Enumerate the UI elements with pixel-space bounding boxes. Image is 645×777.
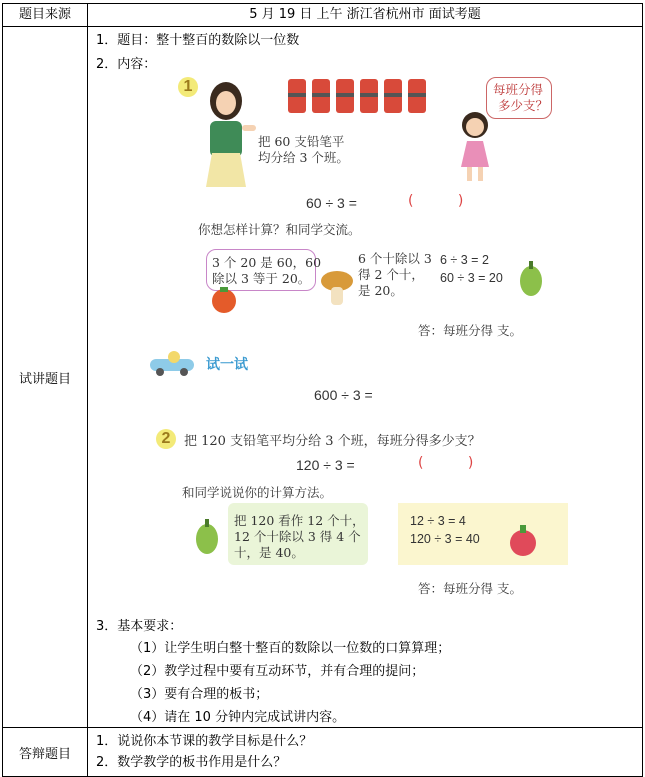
method-2-line-2: 得 2 个十， — [358, 267, 424, 282]
lecture-row — [3, 27, 643, 728]
try-it-title: 试一试 — [206, 357, 248, 373]
pepper-character-icon-2 — [192, 517, 222, 557]
answer-1: 答：每班分得 支。 — [418, 323, 522, 338]
girl-illustration — [453, 107, 498, 187]
lecture-content-area — [88, 27, 642, 727]
tomato-character-icon — [206, 285, 242, 315]
prompt-discuss: 你想怎样计算？和同学交流。 — [198, 222, 361, 237]
equation-120-div-3: 120 ÷ 3 = — [296, 457, 355, 473]
equation-600-div-3: 600 ÷ 3 = — [314, 387, 373, 403]
example-1-number: 1 — [178, 77, 198, 97]
method-1-line-2: 除以 3 等于 20。 — [212, 271, 311, 286]
equation-1-answer-blank: ( ) — [408, 193, 484, 209]
method-4-line-3: 十，是 40。 — [234, 545, 304, 560]
header-source-label: 题目来源 — [3, 4, 88, 27]
method-1-line-1: 3 个 20 是 60，60 — [212, 255, 322, 270]
requirement-1: （1）让学生明白整十整百的数除以一位数的口算算理； — [130, 641, 451, 656]
method-4-line-1: 把 120 看作 12 个十， — [234, 513, 365, 528]
girl-speech-1: 每班分得 — [493, 82, 544, 97]
lecture-content — [88, 27, 643, 728]
girl-speech-2: 多少支？ — [498, 98, 549, 113]
requirement-2: （2）教学过程中要有互动环节，并有合理的提问； — [130, 664, 425, 679]
teacher-speech-1: 把 60 支铅笔平 — [258, 134, 345, 149]
lecture-label: 试讲题目 — [3, 27, 88, 728]
method-3-line-2: 60 ÷ 3 = 20 — [440, 271, 503, 285]
defense-label: 答辩题目 — [3, 728, 88, 777]
content-label: 2．内容： — [96, 57, 157, 72]
answer-2: 答：每班分得 支。 — [418, 581, 522, 596]
example-2-number: 2 — [156, 429, 176, 449]
method-2-line-3: 是 20。 — [358, 283, 403, 298]
requirement-3: （3）要有合理的板书； — [130, 687, 269, 702]
equation-60-div-3: 60 ÷ 3 = — [306, 195, 357, 211]
header-row — [3, 4, 643, 27]
defense-question-1: 1．说说你本节课的教学目标是什么？ — [96, 734, 313, 749]
requirements-label: 3．基本要求： — [96, 619, 183, 634]
mushroom-character-icon — [320, 269, 354, 309]
topic-line: 1．题目：整十整百的数除以一位数 — [96, 33, 300, 48]
radish-character-icon — [506, 523, 540, 559]
example-2-question: 把 120 支铅笔平均分给 3 个班，每班分得多少支？ — [184, 434, 481, 449]
method-5-line-2: 120 ÷ 3 = 40 — [410, 532, 480, 546]
textbook-image — [88, 27, 641, 617]
equation-2-answer-blank: ( ) — [418, 455, 494, 471]
teacher-illustration — [198, 79, 258, 189]
defense-question-2: 2．数学教学的板书作用是什么？ — [96, 755, 287, 770]
method-5-line-1: 12 ÷ 3 = 4 — [410, 514, 466, 528]
defense-content — [88, 728, 643, 777]
pepper-character-icon — [516, 259, 546, 299]
method-3-line-1: 6 ÷ 3 = 2 — [440, 253, 489, 267]
car-icon — [148, 349, 198, 377]
pencil-bundles-illustration — [286, 75, 436, 117]
prompt-explain: 和同学说说你的计算方法。 — [182, 485, 333, 500]
defense-row — [3, 728, 643, 777]
requirement-4: （4）请在 10 分钟内完成试讲内容。 — [130, 710, 346, 725]
teacher-speech-2: 均分给 3 个班。 — [258, 150, 349, 165]
method-4-line-2: 12 个十除以 3 得 4 个 — [234, 529, 361, 544]
header-source-value: 5 月 19 日 上午 浙江省杭州市 面试考题 — [88, 4, 643, 27]
method-2-line-1: 6 个十除以 3 — [358, 251, 432, 266]
exam-table — [2, 3, 643, 777]
